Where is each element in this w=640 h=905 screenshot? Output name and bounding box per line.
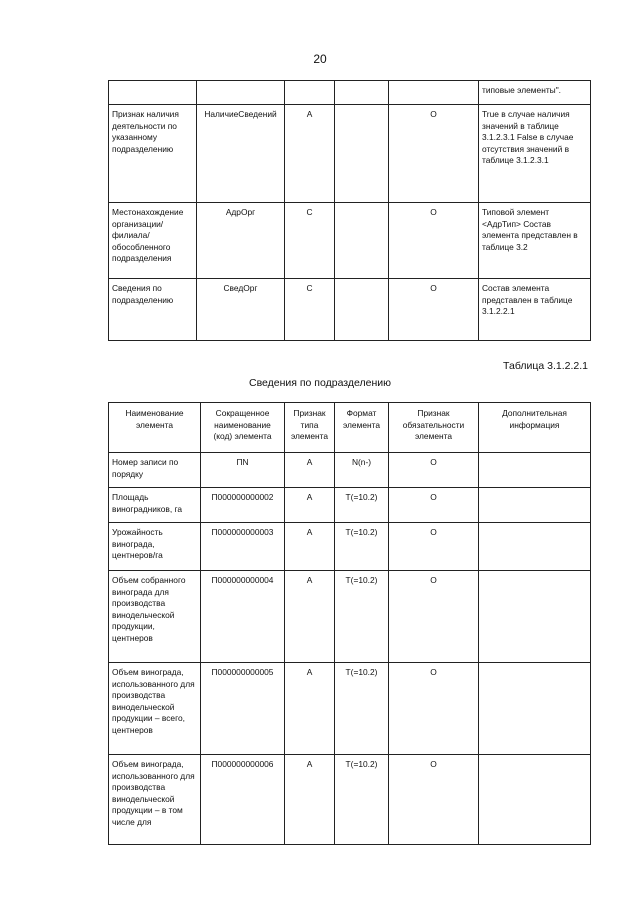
header-code: Сокращенное наименование (код) элемента xyxy=(201,403,285,453)
table-row xyxy=(109,81,591,105)
cell-mandatory: О xyxy=(389,523,479,571)
cell-type: А xyxy=(285,571,335,663)
cell-format: T(=10.2) xyxy=(335,523,389,571)
cell-format xyxy=(335,279,389,341)
cell-code: ПN xyxy=(201,453,285,488)
elements-table-continued xyxy=(108,80,591,341)
header-mandatory: Признак обязательности элемента xyxy=(389,403,479,453)
cell-code: П000000000006 xyxy=(201,755,285,845)
table-title: Сведения по подразделению xyxy=(248,377,392,389)
cell-name: Площадь виноградников, га xyxy=(109,488,201,523)
table-row xyxy=(109,663,591,755)
cell-code: П000000000002 xyxy=(201,488,285,523)
cell-info xyxy=(479,755,591,845)
cell-code: НаличиеСведений xyxy=(197,105,285,203)
cell-format: N(n-) xyxy=(335,453,389,488)
cell-code: П000000000003 xyxy=(201,523,285,571)
cell-name: Объем винограда, использованного для производства винодельческой продукции – всего, центнеров xyxy=(109,663,201,755)
cell-mandatory: О xyxy=(389,488,479,523)
cell-info: Состав элемента представлен в таблице 3.1.2.2.1 xyxy=(479,279,591,341)
cell-name: Объем собранного винограда для производства винодельческой продукции, центнеров xyxy=(109,571,201,663)
cell-format xyxy=(335,105,389,203)
cell-type: А xyxy=(285,105,335,203)
page-number: 20 xyxy=(313,52,327,66)
cell-info xyxy=(479,453,591,488)
header-info: Дополнительная информация xyxy=(479,403,591,453)
subdivision-info-table xyxy=(108,402,591,845)
cell-name: Объем винограда, использованного для производства винодельческой продукции – в том числе для xyxy=(109,755,201,845)
cell-format: T(=10.2) xyxy=(335,755,389,845)
cell-format: T(=10.2) xyxy=(335,663,389,755)
cell-type: С xyxy=(285,279,335,341)
table-row xyxy=(109,453,591,488)
cell-code: СведОрг xyxy=(197,279,285,341)
table-row xyxy=(109,523,591,571)
cell-mandatory: О xyxy=(389,755,479,845)
table-number: Таблица 3.1.2.2.1 xyxy=(503,360,588,372)
cell-code: П000000000005 xyxy=(201,663,285,755)
cell-type: А xyxy=(285,663,335,755)
cell-info: Типовой элемент <АдрТип> Состав элемента представлен в таблице 3.2 xyxy=(479,203,591,279)
cell-format xyxy=(335,81,389,105)
cell-mandatory: О xyxy=(389,453,479,488)
cell-mandatory xyxy=(389,81,479,105)
cell-type xyxy=(285,81,335,105)
cell-format: T(=10.2) xyxy=(335,488,389,523)
table-row xyxy=(109,488,591,523)
table-row xyxy=(109,203,591,279)
cell-info xyxy=(479,571,591,663)
cell-format xyxy=(335,203,389,279)
cell-mandatory: О xyxy=(389,203,479,279)
table-row xyxy=(109,755,591,845)
cell-name: Признак наличия деятельности по указанному подразделению xyxy=(109,105,197,203)
cell-info xyxy=(479,663,591,755)
cell-name: Местонахождение организации/ филиала/ обособленного подразделения xyxy=(109,203,197,279)
cell-mandatory: О xyxy=(389,279,479,341)
cell-code xyxy=(197,81,285,105)
table-row xyxy=(109,105,591,203)
table-row xyxy=(109,279,591,341)
cell-mandatory: О xyxy=(389,105,479,203)
cell-mandatory: О xyxy=(389,571,479,663)
cell-code: П000000000004 xyxy=(201,571,285,663)
cell-name: Сведения по подразделению xyxy=(109,279,197,341)
cell-name: Урожайность винограда, центнеров/га xyxy=(109,523,201,571)
cell-info: True в случае наличия значений в таблице 3.1.2.3.1 False в случае отсутствия значений в таблице 3.1.2.3.1 xyxy=(479,105,591,203)
cell-type: А xyxy=(285,755,335,845)
table-header-row xyxy=(109,403,591,453)
cell-info xyxy=(479,523,591,571)
cell-name xyxy=(109,81,197,105)
header-type: Признак типа элемента xyxy=(285,403,335,453)
cell-info xyxy=(479,488,591,523)
cell-code: АдрОрг xyxy=(197,203,285,279)
cell-name: Номер записи по порядку xyxy=(109,453,201,488)
cell-type: С xyxy=(285,203,335,279)
cell-format: T(=10.2) xyxy=(335,571,389,663)
cell-mandatory: О xyxy=(389,663,479,755)
cell-info: типовые элементы". xyxy=(479,81,591,105)
cell-type: А xyxy=(285,523,335,571)
header-format: Формат элемента xyxy=(335,403,389,453)
cell-type: А xyxy=(285,488,335,523)
table-row xyxy=(109,571,591,663)
cell-type: А xyxy=(285,453,335,488)
header-name: Наименование элемента xyxy=(109,403,201,453)
